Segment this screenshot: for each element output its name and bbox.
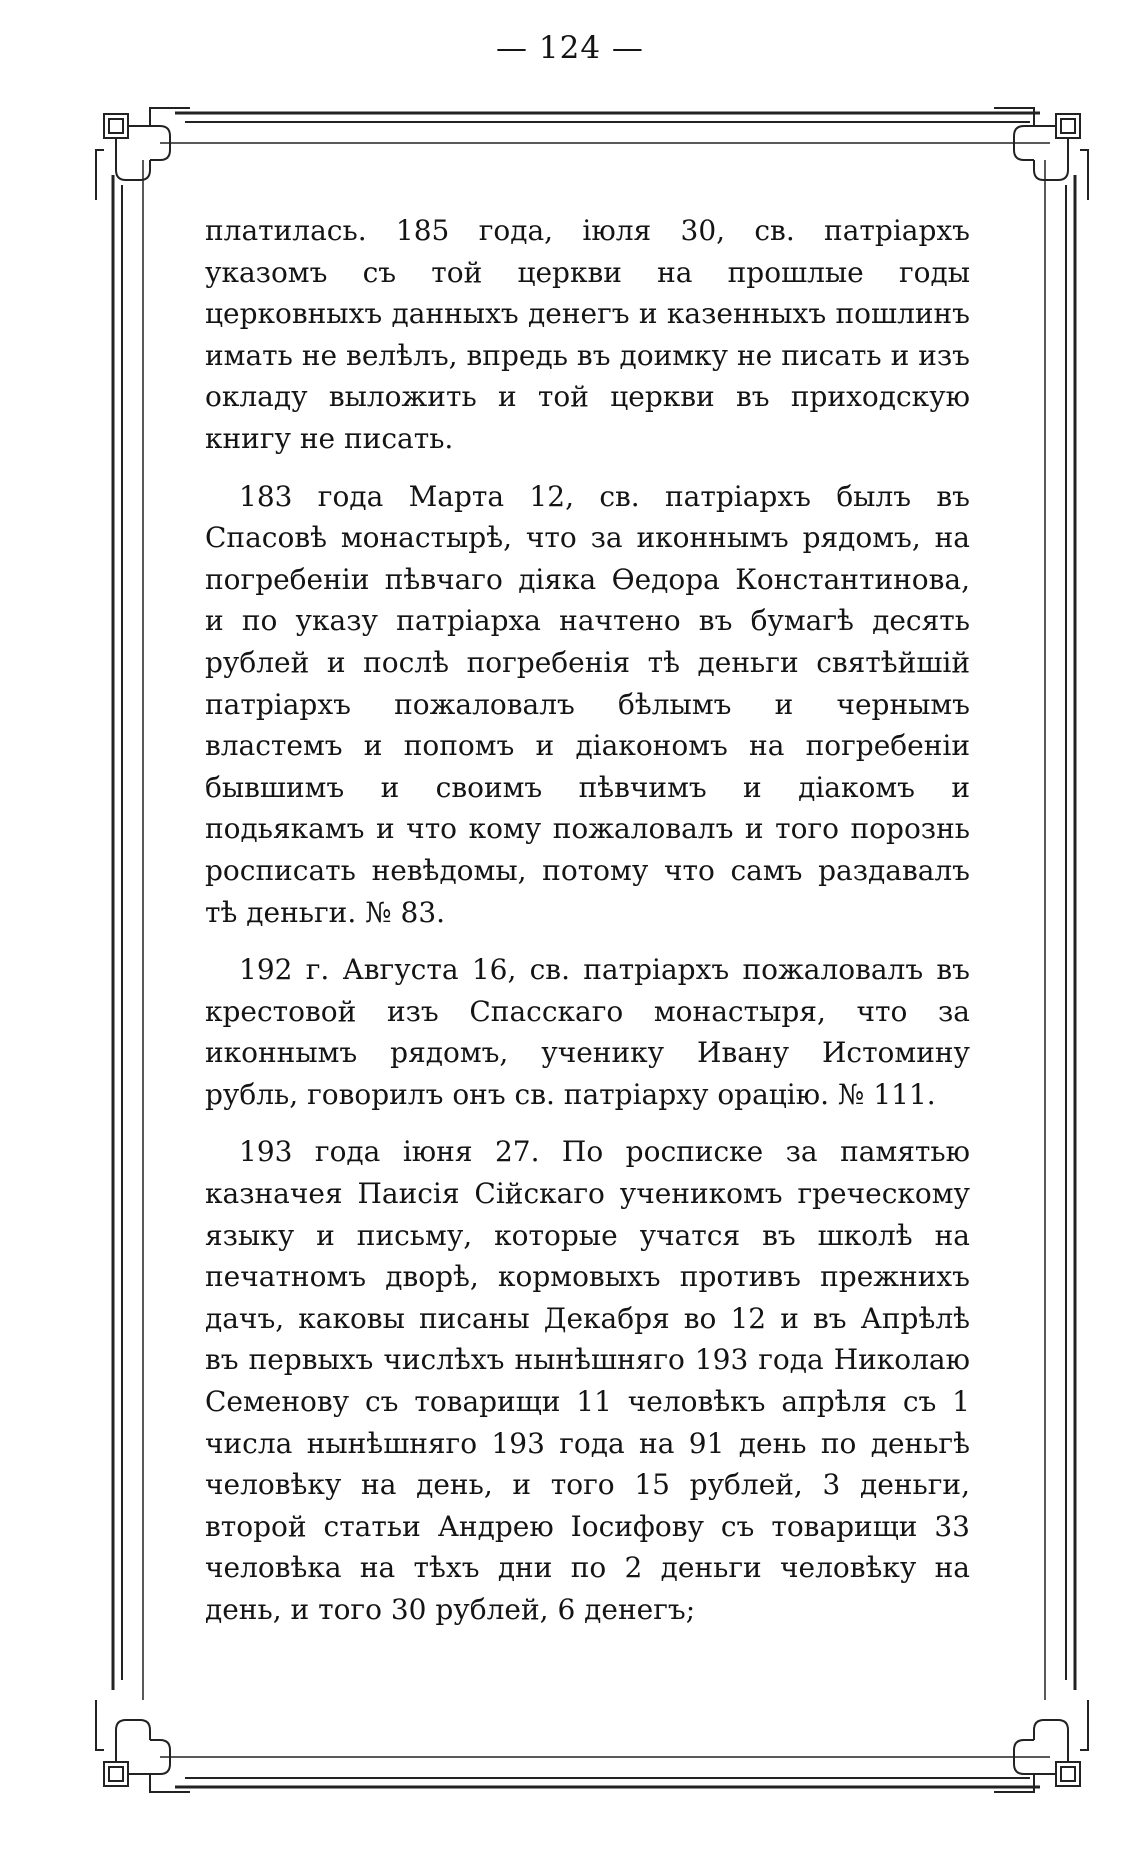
paragraph-2: 183 года Марта 12, св. патріархъ былъ въ Спасовѣ монастырѣ, что за иконнымъ рядомъ, на погребеніи пѣвчаго діяка Ѳедора Константинова, и по указу патріарха начтено въ бумагѣ десять рублей и послѣ погребенія тѣ деньги святѣйшій патріархъ пожаловалъ бѣлымъ и чернымъ властемъ и попомъ и діакономъ на погребеніи бывшимъ и своимъ пѣвчимъ и діакомъ и подьякамъ и что кому пожаловалъ и того порознь росписать невѣдомы, потому что самъ раздавалъ тѣ деньги. № 83. <box>205 479 970 929</box>
corner-ornament-top-right <box>994 108 1088 200</box>
paragraph-3: 192 г. Августа 16, св. патріархъ пожаловалъ въ крестовой изъ Спасскаго монастыря, что за иконнымъ рядомъ, ученику Ивану Истомину рубль, говорилъ онъ св. патріарху орацію. № 111. <box>205 953 970 1111</box>
corner-ornament-top-left <box>96 108 190 200</box>
corner-ornament-bottom-right <box>994 1700 1088 1792</box>
paragraph-4: 193 года іюня 27. По росписке за памятью казначея Паисія Сійскаго ученикомъ греческому языку и письму, которые учатся въ школѣ на печатномъ дворѣ, кормовыхъ противъ прежнихъ дачъ, каковы писаны Декабря во 12 и въ Апрѣлѣ въ первыхъ числѣхъ нынѣшняго 193 года Николаю Семенову съ товарищи 11 человѣкъ апрѣля съ 1 числа нынѣшняго 193 года на 91 день по деньгѣ человѣку на день, и того 15 рублей, 3 деньги, второй статьи Андрею Іосифову съ товарищи 33 человѣка на тѣхъ дни по 2 деньги человѣку на день, и того 30 рублей, 6 денегъ; <box>205 1135 970 1626</box>
body-text <box>205 210 970 1631</box>
paragraph-1: платилась. 185 года, іюля 30, св. патріархъ указомъ съ той церкви на прошлые годы церковныхъ данныхъ денегъ и казенныхъ пошлинъ имать не велѣлъ, впредь въ доимку не писать и изъ окладу выложить и той церкви въ приходскую книгу не писать. <box>205 214 970 455</box>
page-number: — 124 — <box>496 30 644 66</box>
corner-ornament-bottom-left <box>96 1700 190 1792</box>
